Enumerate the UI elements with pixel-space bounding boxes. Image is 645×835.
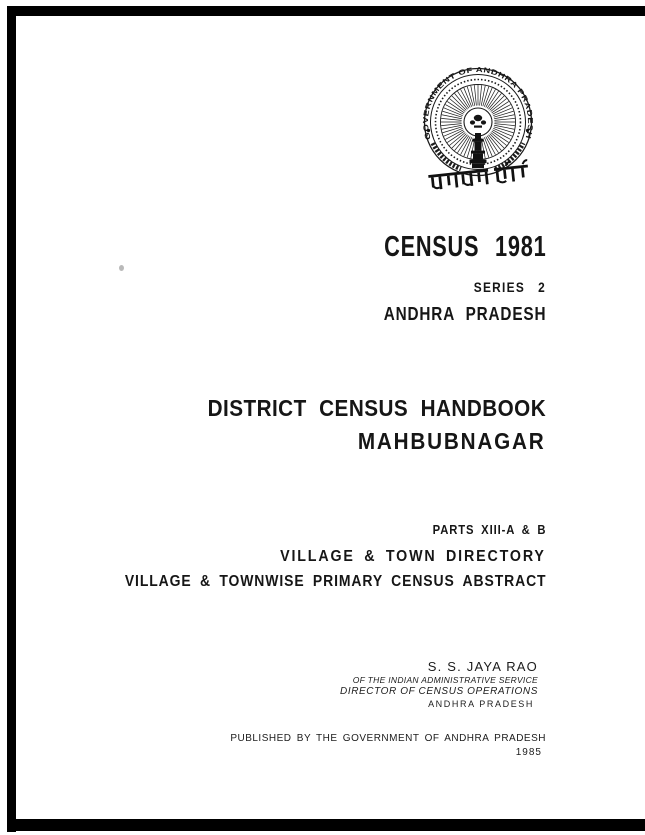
author-designation: DIRECTOR OF CENSUS OPERATIONS bbox=[340, 686, 538, 697]
author-name: S. S. JAYA RAO bbox=[427, 659, 538, 674]
publisher-line: PUBLISHED BY THE GOVERNMENT OF ANDHRA PRADESH bbox=[230, 733, 546, 744]
village-town-directory-line: VILLAGE & TOWN DIRECTORY bbox=[280, 548, 546, 565]
seal-right-dot bbox=[526, 129, 529, 132]
scan-border-top bbox=[10, 6, 645, 16]
author-service: OF THE INDIAN ADMINISTRATIVE SERVICE bbox=[352, 675, 538, 685]
publication-year: 1985 bbox=[515, 747, 542, 758]
scan-speck bbox=[119, 265, 124, 271]
primary-census-abstract-line: VILLAGE & TOWNWISE PRIMARY CENSUS ABSTRACT bbox=[124, 573, 546, 590]
author-state: ANDHRA PRADESH bbox=[428, 699, 534, 709]
scan-border-left bbox=[7, 6, 16, 832]
district-name: MAHBUBNAGAR bbox=[358, 428, 546, 454]
parts-line: PARTS XIII-A & B bbox=[432, 523, 546, 537]
imprint-block bbox=[230, 734, 546, 758]
scan-border-bottom bbox=[7, 819, 645, 831]
series-line: SERIES 2 bbox=[473, 279, 546, 295]
seal-medallion-ring bbox=[464, 108, 492, 136]
seal-ring-text: GOVERNMENT OF ANDHRA PRADESH bbox=[420, 64, 536, 141]
handbook-title: DISTRICT CENSUS HANDBOOK bbox=[207, 395, 546, 421]
author-block bbox=[340, 660, 538, 709]
govt-andhra-pradesh-seal bbox=[398, 59, 558, 204]
census-title: CENSUS 1981 bbox=[383, 231, 546, 263]
seal-left-dot bbox=[427, 129, 430, 132]
ashoka-capital-icon bbox=[470, 115, 486, 128]
capital-pedestal bbox=[470, 133, 487, 168]
state-line: ANDHRA PRADESH bbox=[383, 304, 546, 324]
